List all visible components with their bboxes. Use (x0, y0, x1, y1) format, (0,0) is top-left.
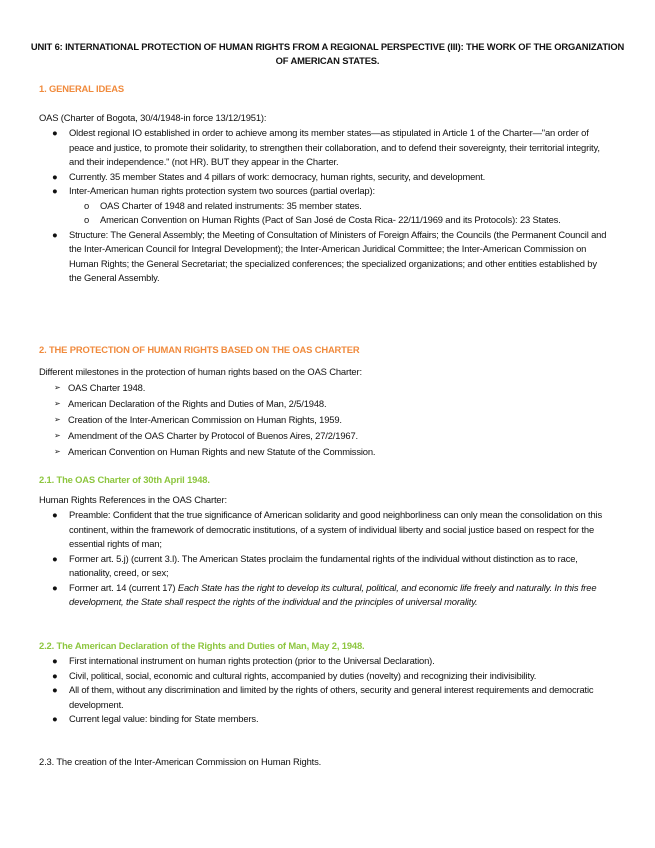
list-item (39, 669, 609, 684)
bullet-icon: ● (52, 655, 58, 666)
oas-intro: OAS (Charter of Bogota, 30/4/1948-in force 13/12/1951): (39, 112, 267, 123)
list-item-text: Oldest regional IO established in order to achieve among its member states—as stipulated in Article 1 of the Charter—"an order of peace and justice, to promote their solidarity, to strengthen their collaboration, and to defend their sovereignty, their territorial integrity, and their independence." (not HR). BUT they appear in the Charter. (69, 127, 600, 167)
bullet-icon: ● (52, 669, 58, 681)
list-item-text: Currently. 35 member States and 4 pillars of work: democracy, human rights, security, and development. (69, 170, 486, 182)
bullet-icon: ● (52, 127, 58, 138)
section-2-heading: 2. THE PROTECTION OF HUMAN RIGHTS BASED ON THE OAS CHARTER (39, 344, 360, 355)
bullet-icon: ● (52, 552, 58, 564)
section-1-heading: 1. GENERAL IDEAS (39, 83, 124, 94)
hr-references-list (39, 508, 609, 610)
list-item (39, 654, 609, 669)
milestone-item (39, 380, 608, 396)
milestone-item (39, 428, 608, 444)
bullet-icon: ● (52, 713, 58, 724)
list-item (39, 508, 609, 552)
sub-list-item (39, 213, 610, 228)
list-item-text: Former art. 14 (current 17) (69, 581, 178, 593)
list-item-text: Preamble: Confident that the true significance of American solidarity and good neighborliness can only mean the consolidation on this continent, within the framework of democratic institutions, of a system of individual liberty and social justice based on respect for the essential rights of man; (69, 509, 602, 549)
declaration-list (39, 654, 609, 727)
list-item-text: Former art. 5.j) (current 3.l). The American States proclaim the fundamental rights of the individual without distinction as to race, nationality, creed, or sex; (69, 552, 578, 578)
list-item-text: Inter-American human rights protection system two sources (partial overlap): (69, 185, 375, 196)
milestone-item (39, 412, 608, 428)
milestone-text: American Declaration of the Rights and Duties of Man, 2/5/1948. (68, 398, 327, 409)
list-item (39, 683, 609, 712)
list-item-text: Civil, political, social, economic and cultural rights, accompanied by duties (novelty) and recognizing their indivisibility. (69, 669, 537, 681)
list-item (39, 184, 609, 199)
document-title: UNIT 6: INTERNATIONAL PROTECTION OF HUMAN RIGHTS FROM A REGIONAL PERSPECTIVE (III): THE WORK OF THE ORGANIZATION OF AMERICAN STATES. (30, 41, 625, 66)
circle-bullet-icon: o (84, 199, 90, 211)
section-2-3-heading: 2.3. The creation of the Inter-American Commission on Human Rights. (39, 756, 322, 767)
list-item-text: American Convention on Human Rights (Pact of San José de Costa Rica- 22/11/1969 and its Protocols): 23 States. (100, 214, 561, 225)
bullet-icon: ● (52, 581, 58, 593)
list-item (39, 170, 609, 185)
milestone-text: American Convention on Human Rights and new Statute of the Commission. (68, 446, 376, 457)
arrow-bullet-icon: ➢ (54, 431, 61, 440)
hr-references-intro: Human Rights References in the OAS Charter: (39, 494, 227, 505)
milestone-text: OAS Charter 1948. (68, 382, 146, 393)
list-item-text: OAS Charter of 1948 and related instruments: 35 member states. (100, 199, 362, 211)
list-item (39, 126, 609, 170)
milestones-intro: Different milestones in the protection of human rights based on the OAS Charter: (39, 366, 362, 377)
list-item (39, 581, 609, 610)
list-item (39, 228, 609, 286)
list-item-text: All of them, without any discrimination and limited by the rights of others, security and general interest requirements and democratic development. (69, 684, 594, 710)
arrow-bullet-icon: ➢ (54, 399, 61, 408)
milestone-item (39, 396, 608, 412)
circle-bullet-icon: o (84, 214, 90, 225)
section-2-1-heading: 2.1. The OAS Charter of 30th April 1948. (39, 474, 210, 485)
bullet-icon: ● (52, 684, 58, 695)
bullet-icon: ● (52, 228, 58, 240)
list-item-text: Structure: The General Assembly; the Meeting of Consultation of Ministers of Foreign Affairs; the Councils (the Permanent Council and the Inter-American Council for Integral Development); the Inter-American Juridical Committee; the Inter-American Commission on Human Rights; the General Secretariat; the specialized conferences; the specialized organizations; and other entities established by the General Assembly. (69, 228, 607, 283)
arrow-bullet-icon: ➢ (54, 447, 61, 456)
bullet-icon: ● (52, 185, 58, 196)
arrow-bullet-icon: ➢ (54, 415, 61, 424)
general-ideas-list (39, 126, 610, 286)
list-item-text: Current legal value: binding for State members. (69, 713, 259, 724)
list-item (39, 552, 609, 581)
milestone-text: Amendment of the OAS Charter by Protocol of Buenos Aires, 27/2/1967. (68, 430, 358, 441)
milestone-item (39, 444, 608, 460)
quoted-article-text: Each State has the right to develop its cultural, political, and economic life freely and naturally. In this free development, the State shall respect the rights of the individual and the principles of universal morality. (69, 581, 597, 607)
milestone-text: Creation of the Inter-American Commission on Human Rights, 1959. (68, 414, 342, 425)
section-2-2-heading: 2.2. The American Declaration of the Rights and Duties of Man, May 2, 1948. (39, 640, 365, 651)
bullet-icon: ● (52, 170, 58, 182)
arrow-bullet-icon: ➢ (54, 383, 61, 392)
bullet-icon: ● (52, 509, 58, 520)
list-item (39, 712, 609, 727)
list-item-text: First international instrument on human rights protection (prior to the Universal Declaration). (69, 655, 435, 666)
sub-list-item (39, 199, 610, 214)
milestones-list (39, 380, 608, 460)
